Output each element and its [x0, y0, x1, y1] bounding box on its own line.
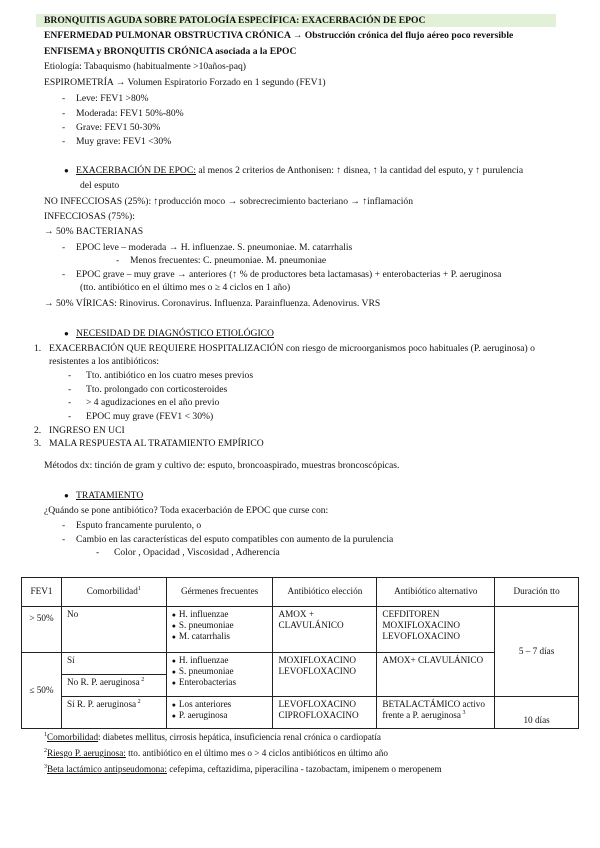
epoc-definition: ENFERMEDAD PULMONAR OBSTRUCTIVA CRÓNICA → Obstrucción crónica del flujo aéreo poco reversible	[44, 30, 514, 41]
table-header-row	[22, 578, 579, 607]
grave: - EPOC grave – muy grave → anteriores (↑ % de productores beta lactamasas) + enterobacterias + P. aeruginosa	[62, 269, 502, 280]
severity-item: - Leve: FEV1 >80%	[62, 93, 149, 104]
ab-eleccion-cell: AMOX + CLAVULÁNICO	[273, 607, 377, 653]
leve-moderada-sub: - Menos frecuentes: C. pneumoniae. M. pneumoniae	[116, 255, 327, 266]
grave-2: (tto. antibiótico en el último mes o ≥ 4 ciclos en 1 año)	[80, 282, 291, 293]
diag-sub-item: - Tto. antibiótico en los cuatro meses previos	[68, 370, 254, 381]
infecciosas: INFECCIOSAS (75%):	[44, 211, 135, 222]
no-infecciosas: NO INFECCIOSAS (25%): ↑producción moco → sobrecrecimiento bacteriano → ↑inflamación	[44, 196, 414, 207]
footnote-1: $^1$Comorbilidad: diabetes mellitus, cirrosis hepática, insuficiencia renal crónica o cardiopatía	[44, 732, 381, 743]
enfisema-line: ENFISEMA y BRONQUITIS CRÓNICA asociada a la EPOC	[44, 46, 297, 57]
metodos-dx: Métodos dx: tinción de gram y cultivo de: esputo, broncoaspirado, muestras broncoscópicas.	[44, 460, 400, 471]
severity-item: - Moderada: FEV1 50%-80%	[62, 108, 184, 119]
diag-item-1-cont: resistentes a los antibióticos:	[49, 356, 160, 367]
header-fev: FEV1	[22, 578, 62, 607]
page-title: BRONQUITIS AGUDA SOBRE PATOLOGÍA ESPECÍFICA: EXACERBACIÓN DE EPOC	[44, 15, 426, 26]
table-row	[22, 697, 579, 729]
tratamiento-question: ¿Quándo se pone antibiótico? Toda exacerbación de EPOC que curse con:	[44, 505, 329, 516]
diag-item-2: 2. INGRESO EN UCI	[34, 425, 125, 436]
exacerbacion-line-2: del esputo	[80, 180, 120, 191]
germs-cell: ● Los anteriores ● P. aeruginosa	[166, 697, 273, 729]
header-comorbilidad: Comorbilidad$^1$	[61, 578, 166, 607]
tratamiento-item: - Esputo francamente purulento, o	[62, 520, 202, 531]
tratamiento-heading: ● TRATAMIENTO	[64, 490, 144, 501]
header-ab-eleccion: Antibiótico elección	[273, 578, 377, 607]
footnote-2: $^2$Riesgo P. aeruginosa: tto. antibiótico en el último mes o > 4 ciclos antibióticos en último año	[44, 748, 388, 759]
diag-sub-item: - > 4 agudizaciones en el año previo	[68, 397, 220, 408]
bacterianas: → 50% BACTERIANAS	[44, 226, 144, 237]
ab-eleccion-cell: MOXIFLOXACINO LEVOFLOXACINO	[273, 653, 377, 697]
fev-le-50: ≤ 50%	[22, 653, 62, 729]
etiologia-line: Etiología: Tabaquismo (habitualmente >10años-paq)	[44, 61, 246, 72]
viricas: → 50% VÍRICAS: Rinovirus. Coronavirus. Influenza. Parainfluenza. Adenovirus. VRS	[44, 298, 381, 309]
duracion-cell: 5 – 7 días	[495, 607, 579, 697]
header-germenes: Gérmenes frecuentes	[166, 578, 273, 607]
ab-alternativo-cell: CEFDITOREN MOXIFLOXACINO LEVOFLOXACINO	[377, 607, 495, 653]
severity-item: - Muy grave: FEV1 <30%	[62, 136, 172, 147]
leve-moderada: - EPOC leve – moderada → H. influenzae. S. pneumoniae. M. catarrhalis	[62, 242, 353, 253]
table-row	[22, 607, 579, 653]
diag-item-3: 3. MALA RESPUESTA AL TRATAMIENTO EMPÍRICO	[34, 438, 264, 449]
fev-gt-50: > 50%	[22, 607, 62, 653]
ab-alternativo-cell: AMOX+ CLAVULÁNICO	[377, 653, 495, 697]
duracion-cell: 10 días	[495, 697, 579, 729]
diag-sub-item: - Tto. prolongado con corticosteroides	[68, 384, 228, 395]
diagnostico-heading: ● NECESIDAD DE DIAGNÓSTICO ETIOLÓGICO	[64, 328, 274, 339]
germs-cell: ● H. influenzae ● S. pneumoniae ● Enterobacterias	[166, 653, 273, 697]
ab-eleccion-cell: LEVOFLOXACINO CIPROFLOXACINO	[273, 697, 377, 729]
header-ab-alternativo: Antibiótico alternativo	[377, 578, 495, 607]
diag-item-1: 1. EXACERBACIÓN QUE REQUIERE HOSPITALIZACIÓN con riesgo de microorganismos poco habituales (P. aeruginosa) o	[34, 343, 535, 354]
comorbilidad-cell: Sí R. P. aeruginosa $^2$	[61, 697, 166, 729]
espirometria-line: ESPIROMETRÍA → Volumen Espiratorio Forzado en 1 segundo (FEV1)	[44, 77, 326, 88]
header-duracion: Duración tto	[495, 578, 579, 607]
tratamiento-item: - Cambio en las características del esputo compatibles con aumento de la purulencia	[62, 534, 394, 545]
exacerbacion-line: ● EXACERBACIÓN DE EPOC: al menos 2 criterios de Anthonisen: ↑ disnea, ↑ la cantidad del esputo, y ↑ purulencia	[64, 165, 524, 176]
comorbilidad-cell: No R. P. aeruginosa $^2$	[61, 675, 166, 697]
diag-sub-item: - EPOC muy grave (FEV1 < 30%)	[68, 411, 214, 422]
comorbilidad-cell: No	[61, 607, 166, 653]
antibiotic-table	[21, 577, 579, 729]
germs-cell: ● H. influenzae ● S. pneumoniae ● M. catarrhalis	[166, 607, 273, 653]
footnote-3: $^3$Beta lactámico antipseudomona: cefepima, ceftazidima, piperacilina - tazobactam, imipenem o meropenem	[44, 764, 442, 775]
ab-alternativo-cell: BETALACTÁMICO activo frente a P. aeruginosa $^3$	[377, 697, 495, 729]
tratamiento-subitem: - Color , Opacidad , Viscosidad , Adherencia	[96, 547, 280, 558]
severity-item: - Grave: FEV1 50-30%	[62, 122, 161, 133]
comorbilidad-cell: Sí	[61, 653, 166, 675]
